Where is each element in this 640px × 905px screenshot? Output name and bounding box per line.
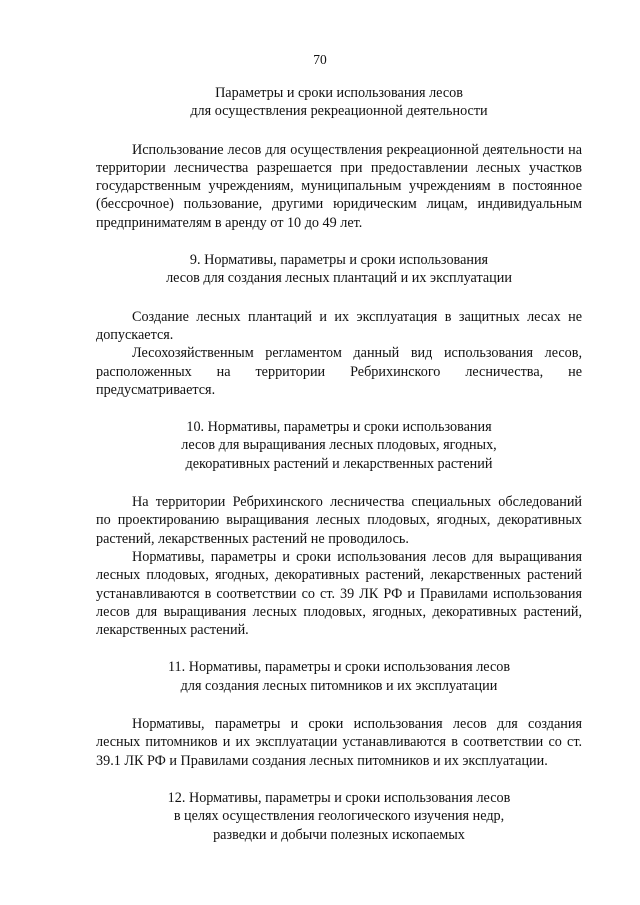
paragraph: Нормативы, параметры и сроки использования лесов для создания лесных питомников и их эксплуатации устанавливаются в соответствии со ст. 39.1 ЛК РФ и Правилами создания лесных питомников и их эксплуатации.	[96, 716, 582, 769]
section-heading-11	[96, 658, 582, 695]
heading-line: 9. Нормативы, параметры и сроки использования	[189, 252, 489, 269]
heading-line: 12. Нормативы, параметры и сроки использования лесов	[167, 789, 511, 806]
heading-line: декоративных растений и лекарственных растений	[185, 455, 493, 472]
page-content	[96, 84, 582, 844]
heading-line: лесов для создания лесных плантаций и их эксплуатации	[166, 270, 512, 287]
section-heading-12	[96, 789, 582, 844]
heading-line: 10. Нормативы, параметры и сроки использования	[186, 419, 492, 436]
section-heading-10	[96, 418, 582, 473]
heading-line: Параметры и сроки использования лесов	[215, 85, 463, 101]
heading-line: для создания лесных питомников и их эксплуатации	[180, 677, 498, 694]
section-heading-recreation	[96, 84, 582, 121]
page-number: 70	[313, 52, 327, 67]
paragraph: Лесохозяйственным регламентом данный вид использования лесов, расположенных на территории Ребрихинского лесничества, не предусматривается.	[96, 345, 582, 398]
paragraph: Использование лесов для осуществления рекреационной деятельности на территории лесничества разрешается при предоставлении лесных участков государственным учреждениям, муниципальным учреждениям в постоянное (бессрочное) пользование, другими юридическим лицам, индивидуальным предпринимателям в аренду от 10 до 49 лет.	[96, 141, 582, 231]
heading-line: 11. Нормативы, параметры и сроки использования лесов	[167, 659, 511, 676]
paragraph: Создание лесных плантаций и их эксплуатация в защитных лесах не допускается.	[96, 308, 582, 343]
paragraph: Нормативы, параметры и сроки использования лесов для выращивания лесных плодовых, ягодных, декоративных растений, лекарственных растений устанавливаются в соответствии со ст. 39 ЛК РФ и Правилами использования лесов для выращивания лесных плодовых, ягодных, декоративных растений, лекарственных растений.	[96, 548, 582, 639]
paragraph: На территории Ребрихинского лесничества специальных обследований по проектированию выращивания лесных плодовых, ягодных, декоративных растений, лекарственных растений не проводилось.	[96, 494, 582, 547]
heading-line: разведки и добычи полезных ископаемых	[213, 826, 465, 843]
section-heading-9	[96, 251, 582, 288]
heading-line: в целях осуществления геологического изучения недр,	[173, 808, 505, 825]
heading-line: лесов для выращивания лесных плодовых, ягодных,	[181, 437, 497, 454]
heading-line: для осуществления рекреационной деятельности	[190, 103, 488, 120]
